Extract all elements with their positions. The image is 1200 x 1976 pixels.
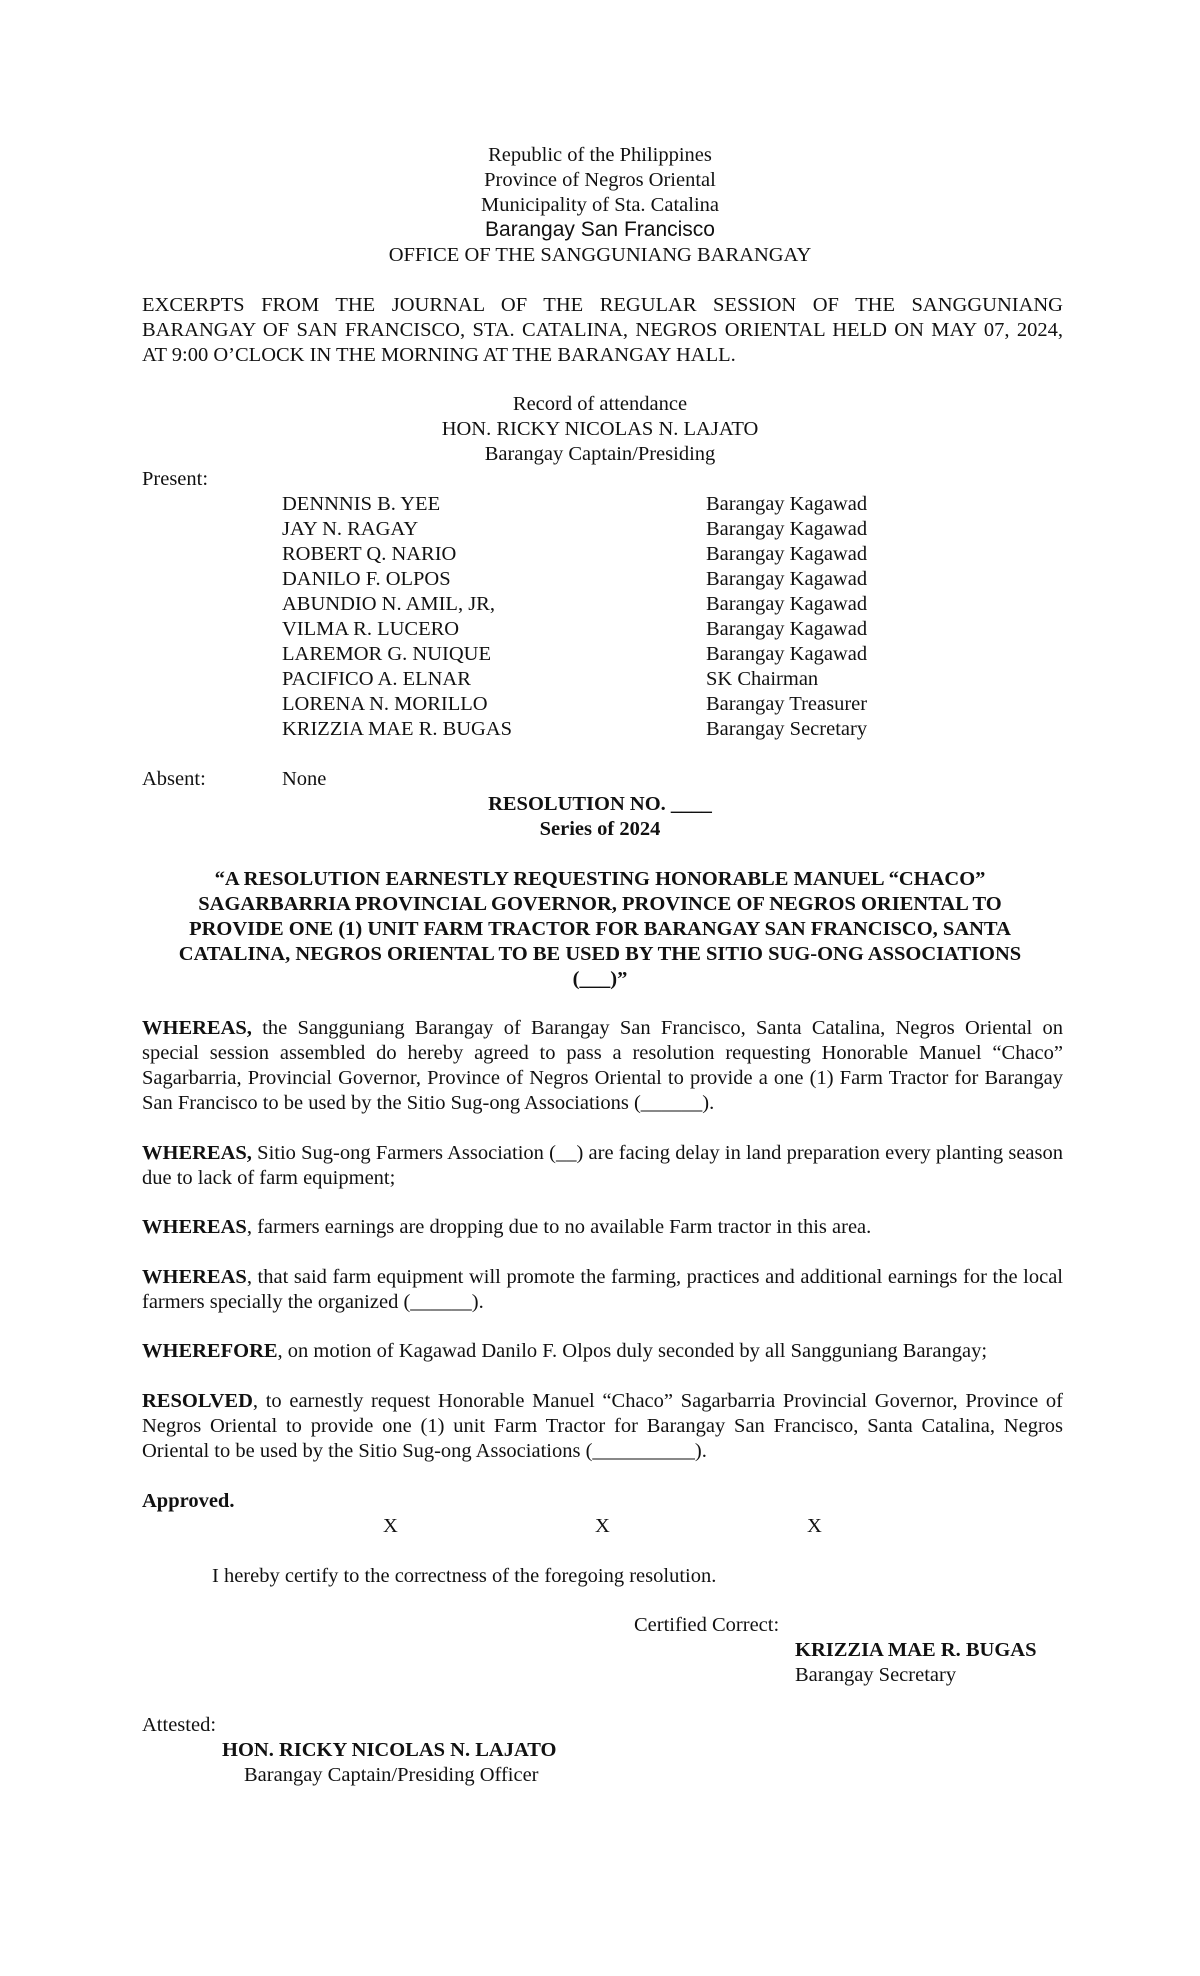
member-name: VILMA R. LUCERO xyxy=(282,618,460,640)
member-name: ROBERT Q. NARIO xyxy=(282,543,457,565)
header-municipality: Municipality of Sta. Catalina xyxy=(481,194,719,216)
present-label: Present: xyxy=(142,468,209,490)
paragraph-lead: RESOLVED xyxy=(142,1390,253,1412)
paragraph-text: , farmers earnings are dropping due to no available Farm tractor in this area. xyxy=(246,1216,872,1238)
resolution-number: RESOLUTION NO. ____ xyxy=(488,793,712,815)
absent-value: None xyxy=(282,768,327,790)
presiding-title: Barangay Captain/Presiding xyxy=(484,443,716,465)
presiding-name: HON. RICKY NICOLAS N. LAJATO xyxy=(441,418,759,440)
header-province: Province of Negros Oriental xyxy=(484,169,716,191)
member-position: Barangay Kagawad xyxy=(706,593,868,615)
paragraph-text: , on motion of Kagawad Danilo F. Olpos duly seconded by all Sangguniang Barangay; xyxy=(277,1340,988,1362)
certified-label: Certified Correct: xyxy=(634,1614,780,1636)
member-position: Barangay Kagawad xyxy=(706,493,868,515)
attendance-row xyxy=(282,617,982,642)
attester-name: HON. RICKY NICOLAS N. LAJATO xyxy=(222,1739,557,1761)
excerpt-paragraph xyxy=(142,293,1063,368)
header-barangay: Barangay San Francisco xyxy=(485,218,715,241)
whereas-paragraph-2 xyxy=(142,1141,1063,1191)
attested-label: Attested: xyxy=(142,1714,217,1736)
certify-statement: I hereby certify to the correctness of the foregoing resolution. xyxy=(212,1565,717,1587)
attendance-row xyxy=(282,592,982,617)
whereas-paragraph-3 xyxy=(142,1215,1063,1240)
resolution-title: “A RESOLUTION EARNESTLY REQUESTING HONORABLE MANUEL “CHACO” SAGARBARRIA PROVINCIAL GOVERNOR, PROVINCE OF NEGROS ORIENTAL TO PROVIDE ONE (1) UNIT FARM TRACTOR FOR BARANGAY SAN FRANCISCO, SANTA CATALINA, NEGROS ORIENTAL TO BE USED BY THE SITIO SUG-ONG ASSOCIATIONS (___)” xyxy=(178,868,1022,990)
x-mark: X xyxy=(383,1515,398,1537)
member-name: ABUNDIO N. AMIL, JR, xyxy=(282,593,495,615)
member-position: Barangay Kagawad xyxy=(706,518,868,540)
certifier-title: Barangay Secretary xyxy=(795,1664,957,1686)
resolved-paragraph xyxy=(142,1389,1063,1464)
attendance-row xyxy=(282,717,982,742)
certifier-name: KRIZZIA MAE R. BUGAS xyxy=(795,1639,1037,1661)
attendance-row xyxy=(282,667,982,692)
paragraph-lead: WHEREAS xyxy=(142,1216,247,1238)
paragraph-lead: WHEREFORE xyxy=(142,1340,278,1362)
member-name: DANILO F. OLPOS xyxy=(282,568,451,590)
member-position: SK Chairman xyxy=(706,668,819,690)
paragraph-text: Sitio Sug-ong Farmers Association (__) are facing delay in land preparation every planting season due to lack of farm equipment; xyxy=(142,1142,1063,1189)
member-position: Barangay Kagawad xyxy=(706,543,868,565)
member-name: LORENA N. MORILLO xyxy=(282,693,488,715)
paragraph-text: the Sangguniang Barangay of Barangay San Francisco, Santa Catalina, Negros Oriental on special session assembled do hereby agreed to pass a resolution requesting Honorable Manuel “Chaco” Sagarbarria, Provincial Governor, Province of Negros Oriental to provide a one (1) Farm Tractor for Barangay San Francisco to be used by the Sitio Sug-ong Associations (______). xyxy=(142,1017,1063,1114)
header-office: OFFICE OF THE SANGGUNIANG BARANGAY xyxy=(388,244,812,266)
attendance-row xyxy=(282,542,982,567)
member-position: Barangay Kagawad xyxy=(706,643,868,665)
header-republic: Republic of the Philippines xyxy=(488,144,712,166)
member-name: JAY N. RAGAY xyxy=(282,518,419,540)
attendance-list xyxy=(282,492,982,742)
attendance-row xyxy=(282,567,982,592)
attester-title: Barangay Captain/Presiding Officer xyxy=(244,1764,539,1786)
attendance-row xyxy=(282,517,982,542)
resolution-series: Series of 2024 xyxy=(539,818,661,840)
x-mark: X xyxy=(595,1515,610,1537)
attendance-row xyxy=(282,692,982,717)
member-position: Barangay Kagawad xyxy=(706,618,868,640)
whereas-paragraph-4 xyxy=(142,1265,1063,1315)
attendance-heading: Record of attendance xyxy=(512,393,688,415)
paragraph-lead: WHEREAS, xyxy=(142,1142,252,1164)
member-position: Barangay Treasurer xyxy=(706,693,868,715)
x-mark: X xyxy=(807,1515,822,1537)
wherefore-paragraph xyxy=(142,1339,1063,1364)
attendance-row xyxy=(282,492,982,517)
attendance-row xyxy=(282,642,982,667)
approved-label: Approved. xyxy=(142,1490,235,1512)
whereas-paragraph-1 xyxy=(142,1016,1063,1116)
absent-label: Absent: xyxy=(142,768,206,790)
excerpt-text: EXCERPTS FROM THE JOURNAL OF THE REGULAR SESSION OF THE SANGGUNIANG BARANGAY OF SAN FRANCISCO, STA. CATALINA, NEGROS ORIENTAL HELD ON MAY 07, 2024, AT 9:00 O’CLOCK IN THE MORNING AT THE BARANGAY HALL. xyxy=(142,294,1063,366)
member-name: PACIFICO A. ELNAR xyxy=(282,668,471,690)
member-name: DENNNIS B. YEE xyxy=(282,493,441,515)
member-position: Barangay Secretary xyxy=(706,718,868,740)
paragraph-text: , that said farm equipment will promote the farming, practices and additional earnings for the local farmers specially the organized (______). xyxy=(142,1266,1063,1313)
member-position: Barangay Kagawad xyxy=(706,568,868,590)
paragraph-lead: WHEREAS, xyxy=(142,1017,252,1039)
paragraph-lead: WHEREAS xyxy=(142,1266,247,1288)
member-name: LAREMOR G. NUIQUE xyxy=(282,643,491,665)
member-name: KRIZZIA MAE R. BUGAS xyxy=(282,718,513,740)
paragraph-text: , to earnestly request Honorable Manuel “Chaco” Sagarbarria Provincial Governor, Province of Negros Oriental to provide one (1) unit Farm Tractor for Barangay San Francisco, Santa Catalina, Negros Oriental to be used by the Sitio Sug-ong Associations (__________). xyxy=(142,1390,1063,1462)
